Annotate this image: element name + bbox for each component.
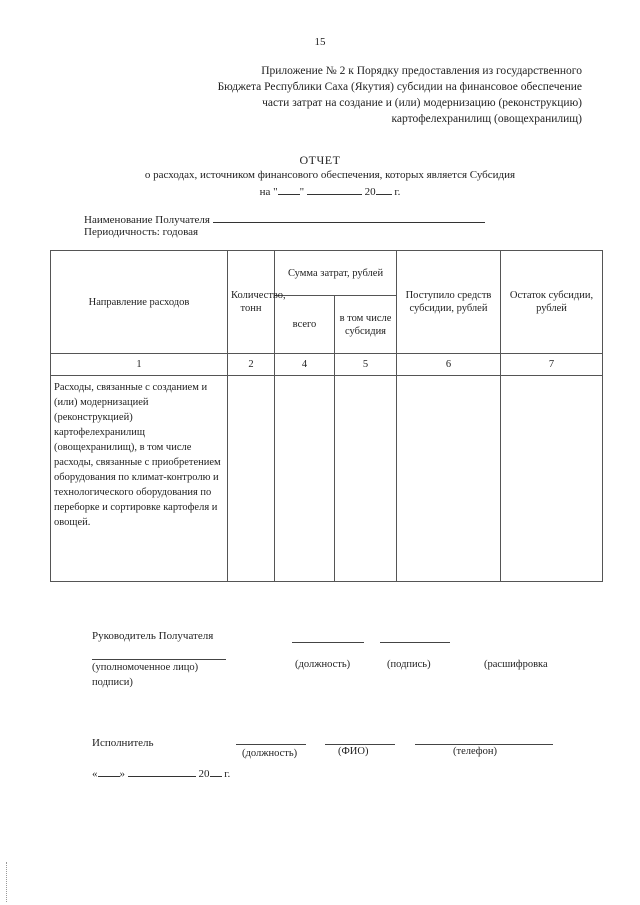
col-number-6: 6 [397,354,501,376]
authorized-caption: (уполномоченное лицо) [92,662,199,673]
header-sum: Сумма затрат, рублей [275,251,397,296]
col-number-5: 5 [335,354,397,376]
executor-label: Исполнитель [92,737,154,749]
head-label: Руководитель Получателя [92,630,214,642]
col-number-2: 2 [228,354,275,376]
report-date-line [60,183,600,200]
report-title: ОТЧЕТ [299,153,341,167]
header-direction: Направление расходов [51,251,228,354]
exec-date-suffix: г. [224,768,231,780]
header-received: Поступило средств субсидии, рублей [397,251,501,354]
date-suffix: г. [394,186,401,198]
exec-position-caption: (должность) [242,748,298,759]
report-table [50,250,603,582]
appendix-header [142,63,582,127]
appendix-line-3: части затрат на создание и (или) модернизацию (реконструкцию) [262,97,582,109]
appendix-line-4: картофелехранилищ (овощехранилищ) [391,113,582,125]
report-subtitle-text: о расходах, источником финансового обеспечения, которых является Субсидия [144,169,516,181]
signature-caption: (подпись) [387,659,431,670]
appendix-line-1: Приложение № 2 к Порядку предоставления из государственного [261,65,582,77]
header-quantity: Количество, тонн [228,251,275,354]
date-month-blank[interactable] [307,183,362,195]
date-year-blank[interactable] [376,183,392,195]
exec-fio-line[interactable] [325,744,395,745]
header-incl-subsidy: в том числе субсидия [335,296,397,354]
recipient-name-field[interactable] [213,211,485,223]
report-subtitle [60,168,600,200]
cell-quantity[interactable] [228,376,275,582]
appendix-line-2: Бюджета Республики Саха (Якутия) субсидии на финансовое обеспечение [217,81,582,93]
date-quote: " [299,186,305,198]
row-description: Расходы, связанные с созданием и (или) модернизацией (реконструкцией) картофелехранилищ (овощехранилищ), в том числе расходы, связанные с приобретением оборудования по климат-контролю и технологического оборудования по переборке и сортировке картофеля и овощей. [51,376,228,582]
authorized-line[interactable] [92,659,226,660]
page-number: 15 [314,36,326,48]
head-signature-line[interactable] [380,642,450,643]
header-balance: Остаток субсидии, рублей [501,251,603,354]
date-prefix: на " [259,186,278,198]
exec-date-day-blank[interactable] [98,765,120,777]
cell-balance[interactable] [501,376,603,582]
decoding-caption-1: (расшифровка [484,659,548,670]
head-position-line[interactable] [292,642,364,643]
recipient-name-label: Наименование Получателя [84,214,210,226]
date-day-blank[interactable] [278,183,300,195]
exec-phone-line[interactable] [415,744,553,745]
date-year: 20 [364,186,376,198]
col-number-7: 7 [501,354,603,376]
position-caption: (должность) [295,659,351,670]
cell-total[interactable] [275,376,335,582]
exec-position-line[interactable] [236,744,306,745]
exec-date-year: 20 [198,768,210,780]
exec-date-year-blank[interactable] [210,765,222,777]
header-total: всего [275,296,335,354]
cell-subsidy[interactable] [335,376,397,582]
periodicity: Периодичность: годовая [84,226,199,238]
scan-margin-mark [6,862,9,902]
exec-date-month-blank[interactable] [128,765,196,777]
exec-phone-caption: (телефон) [453,746,497,757]
exec-fio-caption: (ФИО) [338,746,369,757]
cell-received[interactable] [397,376,501,582]
exec-date-open: « [92,768,98,780]
recipient-name-row [84,211,485,226]
col-number-4: 4 [275,354,335,376]
exec-date-line [92,765,230,780]
col-number-1: 1 [51,354,228,376]
exec-date-close: » [119,768,125,780]
decoding-caption-2: подписи) [92,677,133,688]
